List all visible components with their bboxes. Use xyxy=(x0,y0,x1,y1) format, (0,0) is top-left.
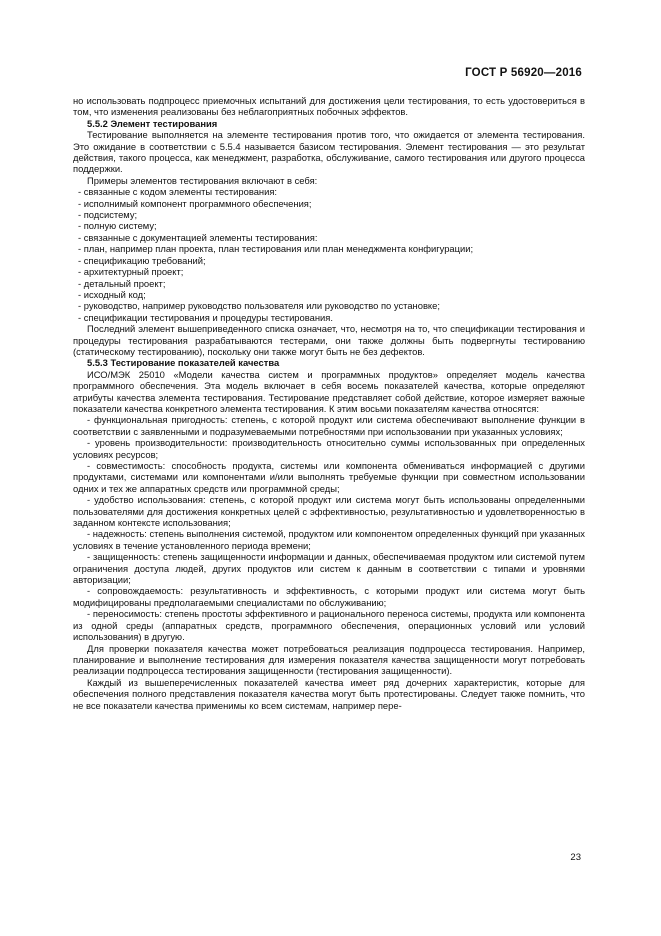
paragraph: но использовать подпроцесс приемочных испытаний для достижения цели тестирования, то есть удостовериться в том, что изменения реализованы без неблагоприятных побочных эффектов. xyxy=(73,95,585,118)
list-item: - подсистему; xyxy=(78,209,138,221)
list-item: - архитектурный проект; xyxy=(78,266,184,278)
quality-item: - переносимость: степень простоты эффективного и рационального переноса системы, продукта или компонента из одной среды (аппаратных средств, программного обеспечения, операционных условий или условий использования) в другую. xyxy=(73,608,585,643)
paragraph: Тестирование выполняется на элементе тестирования против того, что ожидается от элемента тестирования. Это ожидание в соответствии с 5.5.4 называется базисом тестирования. Элемент тестирования — это результат действия, такого процесса, как менеджмент, разработка, обслуживание, самого тестирования или другого процесса поддержки. xyxy=(73,129,585,175)
quality-item: - функциональная пригодность: степень, с которой продукт или система обеспечивают выполнение функции в соответствии с заявленными и подразумеваемыми потребностями при использовании при указанных условиях; xyxy=(73,414,585,437)
section-heading-5-5-2: 5.5.2 Элемент тестирования xyxy=(87,117,218,129)
list-item: - связанные с кодом элементы тестирования: xyxy=(78,186,277,198)
paragraph: Для проверки показателя качества может потребоваться реализация подпроцесса тестирования. Например, планирование и выполнение тестирования для измерения показателя качества защищенности могут потребовать реализации подпроцесса тестирования защищенности (тестирования защищенности). xyxy=(73,642,585,677)
body-text xyxy=(73,95,585,711)
section-heading-5-5-3: 5.5.3 Тестирование показателей качества xyxy=(87,357,280,369)
list-item: - план, например план проекта, план тестирования или план менеджмента конфигурации; xyxy=(78,243,474,255)
paragraph: ИСО/МЭК 25010 «Модели качества систем и программных продуктов» определяет модель качества программного обеспечения. Эта модель включает в себя восемь показателей качества, которые определяют атрибуты качества элемента тестирования. Тестирование представляет собой действие, которое измеряет важные показатели качества конкретного элемента тестирования. К этим восьми показателям качества относятся: xyxy=(73,368,585,414)
quality-item: - совместимость: способность продукта, системы или компонента обмениваться информацией с другими продуктами, системами или компонентами и/или выполнять требуемые функции при совместном использовании одних и тех же аппаратных средств или программной среды; xyxy=(73,460,585,494)
list-item: - спецификации тестирования и процедуры тестирования. xyxy=(78,311,333,323)
list-item: - спецификацию требований; xyxy=(78,254,206,266)
quality-item: - удобство использования: степень, с которой продукт или система могут быть использованы определенными пользователями для достижения конкретных целей с эффективностью, результативностью и удовлетворенностью в заданном контексте использования; xyxy=(73,494,585,529)
list-item: - исходный код; xyxy=(78,288,146,300)
list-item: - исполнимый компонент программного обеспечения; xyxy=(78,197,312,209)
standard-number: ГОСТ Р 56920—2016 xyxy=(465,67,582,79)
quality-item: - уровень производительности: производительность относительно суммы использованных при определенных условиях ресурсов; xyxy=(73,437,585,460)
list-item: - руководство, например руководство пользователя или руководство по установке; xyxy=(78,300,440,312)
list-item: - связанные с документацией элементы тестирования: xyxy=(78,231,318,243)
paragraph: Каждый из вышеперечисленных показателей качества имеет ряд дочерних характеристик, которые для обеспечения полного представления показателя качества могут быть протестированы. Следует также помнить, что не все показатели качества применимы ко всем системам, например пере- xyxy=(73,676,585,711)
list-item: - полную систему; xyxy=(78,220,157,232)
quality-item: - защищенность: степень защищенности информации и данных, обеспечиваемая продуктом или системой путем ограничения доступа людей, других продуктов или систем к данным в соответствии с типами и уровнями авторизации; xyxy=(73,551,585,586)
quality-item: - надежность: степень выполнения системой, продуктом или компонентом определенных функций при указанных условиях в течение установленного периода времени; xyxy=(73,528,585,551)
list-item: - детальный проект; xyxy=(78,277,166,289)
paragraph: Последний элемент вышеприведенного списка означает, что, несмотря на то, что спецификации тестирования и процедуры тестирования разрабатываются тестерами, они также должны быть подвергнуты тестированию (статическому тестированию), поскольку они также могут быть не без дефектов. xyxy=(73,323,585,357)
page-number: 23 xyxy=(570,852,581,863)
paragraph: Примеры элементов тестирования включают в себя: xyxy=(87,174,318,186)
quality-item: - сопровождаемость: результативность и эффективность, с которыми продукт или система могут быть модифицированы предполагаемыми специалистами по обслуживанию; xyxy=(73,585,585,608)
